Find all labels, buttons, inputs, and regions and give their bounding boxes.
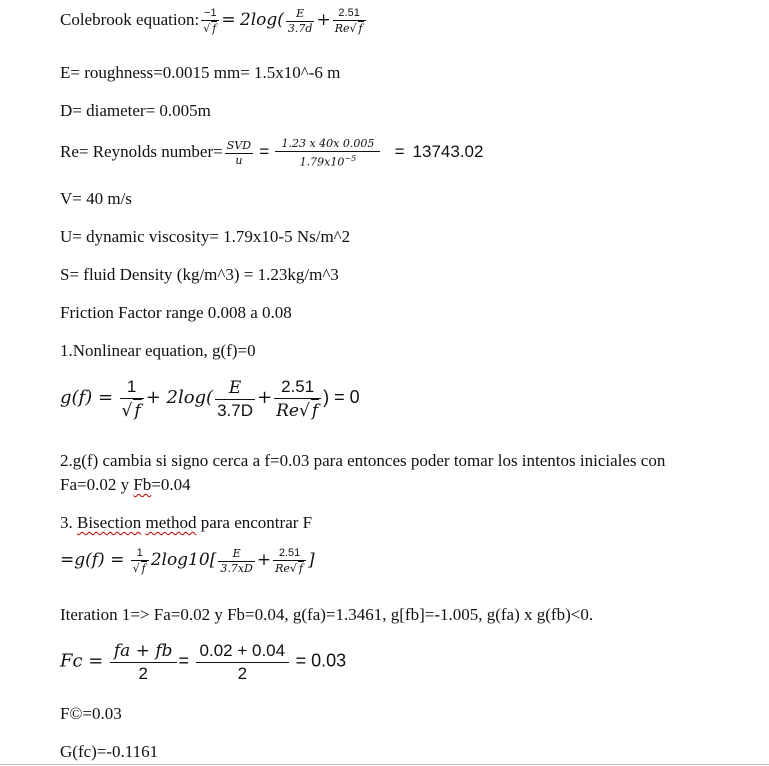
fc-value-line: F©=0.03 [60, 704, 122, 723]
step-1-heading: 1.Nonlinear equation, g(f)=0 [60, 341, 256, 360]
fc-equation: Fc = $\frac{fa + fb}{2}$ = $\frac{0.02 + 0.04}{2}$ = 0.03 [60, 641, 347, 683]
page-bottom-divider [0, 764, 769, 765]
gf-fraction-1: $\frac{1}{√ f}$ [120, 376, 144, 422]
colebrook-lhs-fraction: $\frac{-1}{√ f}$ [201, 6, 219, 36]
friction-range-line: Friction Factor range 0.008 a 0.08 [60, 303, 292, 322]
fc-fraction-2: $\frac{0.02 + 0.04}{2}$ [196, 640, 290, 685]
spellcheck-method: method [145, 513, 197, 532]
gf2-fraction-3: $\frac{2.51}{Re√ f}$ [273, 546, 306, 576]
gf-equation-2: =g(f) = $\frac{1}{√ f}$ 2log10[ $\frac{E}{3.7xD}$ + $\frac{2.51}{Re√ f}$ ] [60, 546, 315, 575]
colebrook-label: Colebrook equation: [60, 9, 200, 29]
density-line: S= fluid Density (kg/m^3) = 1.23kg/m^3 [60, 265, 339, 284]
gf2-fraction-1: $\frac{1}{√ f}$ [131, 546, 149, 576]
reynolds-fraction-1: $\frac{\text{SVD}}{u}$ [226, 138, 252, 167]
step-2-line-1: 2.g(f) cambia si signo cerca a f=0.03 para entonces poder tomar los intentos iniciales con [60, 451, 666, 470]
roughness-line: E= roughness=0.0015 mm= 1.5x10^-6 m [60, 63, 341, 82]
colebrook-equation: Colebrook equation: $\frac{-1}{√ f}$ = 2log( $\frac{E}{3.7d}$ + $\frac{2.51}{Re√ f}$ [60, 6, 368, 36]
step-3-heading: 3. Bisection method para encontrar F [60, 513, 313, 532]
reynolds-label: Re= Reynolds number= [60, 142, 223, 162]
gf2-fraction-2: $\frac{E}{3.7xD}$ [220, 546, 253, 575]
gf-fraction-2: $\frac{E}{3.7D}$ [217, 377, 254, 420]
viscosity-line: U= dynamic viscosity= 1.79x10-5 Ns/m^2 [60, 227, 351, 246]
gfc-value-line: G(fc)=-0.1161 [60, 742, 159, 761]
colebrook-term1: $\frac{E}{3.7d}$ [287, 6, 313, 35]
gf-equation: g(f) = $\frac{1}{√ f}$ + 2log( $\frac{E}{3.7D}$ + $\frac{2.51}{Re√ f}$ ) = 0 [60, 377, 360, 421]
velocity-line: V= 40 m/s [60, 189, 132, 208]
reynolds-equation: Re= Reynolds number= $\frac{\text{SVD}}{u}$ = $\frac{1.23 x 40x 0.005}{1.79x10^{-5}}$ = 13743.02 [60, 137, 484, 169]
spellcheck-bisection: Bisection [77, 513, 142, 532]
diameter-line: D= diameter= 0.005m [60, 101, 211, 120]
reynolds-result: 13743.02 [412, 142, 484, 162]
spellcheck-fb: Fb [133, 475, 152, 494]
step-2-line-2: Fa=0.02 y Fb=0.04 [60, 475, 191, 494]
colebrook-term2: $\frac{2.51}{Re√ f}$ [333, 6, 366, 36]
reynolds-fraction-2: $\frac{1.23 x 40x 0.005}{1.79x10^{-5}}$ [275, 137, 380, 170]
iteration-line: Iteration 1=> Fa=0.02 y Fb=0.04, g(fa)=1.3461, g[fb]=-1.005, g(fa) x g(fb)<0. [60, 605, 594, 624]
fc-fraction-1: $\frac{fa + fb}{2}$ [110, 640, 177, 685]
gf-fraction-3: $\frac{2.51}{Re√ f}$ [274, 376, 321, 422]
